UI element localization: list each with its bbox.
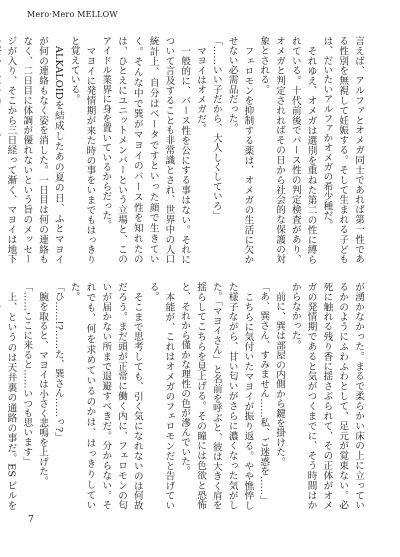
paragraph: 本能が、これはオメガのフェロモンだと告げている。: [147, 282, 175, 510]
dialogue-line: 「あ、巽さん、すみません……私、ご迷惑を……」: [258, 282, 270, 506]
paragraph: マヨイに発情期が来た時の事をいまでもはっきりと覚えている。: [68, 36, 96, 264]
lower-text-block: [5, 282, 366, 510]
paragraph: 一般的に、バース性を公にする事はない。それについて言及することも非常識とされ、世界中の人口統計上、自分はベータですといった顔で生きていく。そんな中で巽がマヨイのバース性を知れたのは、ひとえにユニットメンバーという立場と、このアイドル業界に身を置いているからだった。: [100, 36, 191, 264]
paragraph: 前に、巽は部屋の内側から鍵を掛けた。: [274, 291, 286, 467]
paragraph: が湧かなかった。まるで柔らかい床の上に立っているかのようにふわふわとして、足元が覚束ない。必死に触れる残り香に揺さぶられて、その正体がオメガの発情期であると気がつくまでに、そう時間はかからなかった。: [289, 282, 364, 510]
paragraph: そこまで思考しても、引く気になれないのは何故だろう。まだ頭が正常に働く内に、フェロモンの匂いが届かない所まで退避すべきだ。分からない。それでも、何を求めているのかは、はっきりしていた。: [68, 282, 143, 510]
paragraph: 腕を取ると、マヨイは小さく悲鳴を上げた。: [37, 291, 49, 486]
page-number: 7: [28, 515, 34, 525]
paragraph: マヨイはオメガだ。: [195, 45, 207, 133]
paragraph: こちらに気付いたマヨイが振り返る。やや憔悴した様子ながら、甘い匂いがさらに濃くなった気がした。「マヨイさん」と名前を呼ぶと、彼は大きく肩を揺らしてこちらを見上げる。その瞳には色欲と恐怖と、それから僅かな理性の色が滲んでいた。: [179, 282, 254, 510]
dialogue-line: 「……ここに来ると……いつも思います」: [21, 282, 33, 467]
dialogue-line: 「……いい子だから、大人しくしていろ」: [210, 36, 222, 221]
paragraph: それゆえ、オメガは選別を重ねた第二の性に縛られている。十代前後でバース性の判定検査があり、オメガと判定されればその日から社会的な保護の対象とされる。: [258, 36, 317, 264]
paragraph: フェロモンを抑制する薬は、オメガの生活に欠かせない必需品だった。: [226, 36, 254, 264]
paragraph: ALKALOIDを結成したあの夏の日、ふとマヨイが何の連絡もなく姿を消した。一日目は何の連絡もなく、二日目に体調が優れないという旨のメッセージが入り、そこから三日経って漸く、マヨイは地下: [5, 36, 64, 264]
dialogue-line: 「ひ……!?……た、巽さん……っ?」: [52, 282, 64, 442]
upper-text-block: [5, 36, 366, 264]
page-body: [5, 36, 366, 510]
paragraph: 言えば、アルファとオメガ同士であれば第一性である性別を無視して妊娠する。そして生まれる子どもは、だいたいアルファかオメガの希少種だ。: [321, 36, 364, 264]
paragraph: 上、というのは天井裏の通路の事だ。ES ビルを: [5, 291, 17, 510]
running-header: Mero·Mero MELLOW: [27, 10, 118, 19]
